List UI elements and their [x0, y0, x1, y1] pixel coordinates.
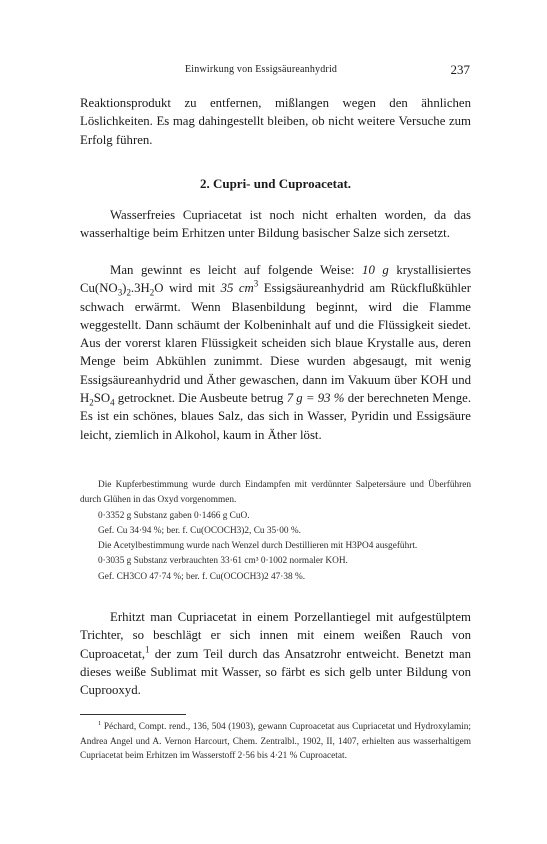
note-acetyl-method: Die Acetylbestimmung wurde nach Wenzel durch Destillieren mit H3PO4 ausgeführt.: [98, 541, 418, 552]
p2-sup-3: 3: [253, 279, 259, 290]
note-acetyl-result: Gef. CH3CO 47·74 %; ber. f. Cu(OCOCH3)2 47·38 %.: [98, 571, 306, 582]
p2-part-i: der berechneten Menge. Es ist ein schönes, blaues Salz, das sich in Wasser, Pyridin und Essigsäure leicht, ziemlich in Alkohol, kaum in Äther löst.: [80, 391, 472, 442]
p2-part-b: krystallisiertes Cu(NO: [80, 263, 471, 296]
footnote-text: [80, 720, 471, 764]
p3-part-b: der zum Teil durch das Ansatzrohr entweicht. Benetzt man dieses weiße Sublimat mit Wasser, so färbt es sich gelb unter Bildung von Cuprooxyd.: [80, 646, 471, 698]
note-copper-sample: 0·3352 g Substanz gaben 0·1466 g CuO.: [98, 510, 250, 521]
paragraph-3-text: [80, 608, 471, 699]
analysis-notes: [80, 478, 471, 585]
p2-part-d: .3H: [130, 281, 150, 296]
page-number: 237: [450, 62, 470, 77]
footnote-reference: 1: [145, 644, 150, 655]
top-paragraph-text: Reaktionsprodukt zu entfernen, mißlangen wegen den ähnlichen Löslichkeiten. Es mag dahingestellt bleiben, ob nicht weitere Versuche zum Erfolg führen.: [80, 96, 471, 147]
p2-mass: 10 g: [362, 263, 389, 277]
paragraph-1-text: Wasserfreies Cupriacetat ist noch nicht erhalten worden, da das wasserhaltige beim Erhitzen unter Bildung basischer Salze sich zersetzt.: [80, 208, 471, 241]
note-copper-result: Gef. Cu 34·94 %; ber. f. Cu(OCOCH3)2, Cu 35·00 %.: [98, 525, 301, 536]
note-acetyl-sample: 0·3035 g Substanz verbrauchten 33·61 cm³ 0·1002 normaler KOH.: [98, 556, 348, 567]
p2-sub-4: 4: [110, 397, 115, 408]
footnote: [80, 720, 471, 764]
section-heading: 2. Cupri- und Cuproacetat.: [199, 176, 352, 191]
footnote-rule: [80, 714, 186, 715]
p2-part-g: SO: [93, 391, 111, 406]
p2-yield: 7 g = 93 %: [286, 391, 345, 406]
p2-volume: 35 cm: [220, 281, 254, 296]
p2-sub-3: 3: [117, 287, 123, 298]
p2-sub-2c: 2: [89, 397, 94, 408]
footnote-body: Péchard, Compt. rend., 136, 504 (1903), gewann Cuproacetat aus Cupriacetat und Hydroxylamin; Andrea Angel und A. Vernon Harcourt, Chem. Zentralbl., 1902, II, 1407, erhielten aus wasserhaltigem Cupriacetat beim Erhitzen im Wasserstoff 2·56 bis 4·21 % Cuproacetat.: [80, 722, 471, 762]
p2-sub-2a: 2: [126, 287, 131, 298]
note-copper-method: Die Kupferbestimmung wurde durch Eindampfen mit verdünnter Salpetersäure und Überführen durch Glühen in das Oxyd vorgenommen.: [80, 480, 471, 506]
p2-part-f: Essigsäureanhydrid am Rückflußkühler schwach erwärmt. Wenn Blasenbildung beginnt, wird die Flamme weggestellt. Dann schäumt der Kolbeninhalt auf und die Flüssigkeit siedet. Aus der vorerst klaren Flüssigkeit scheiden sich blaue Krystalle aus, deren Menge beim Abkühlen zunimmt. Diese wurden abgesaugt, mit wenig Essigsäureanhydrid und Äther gewaschen, dann im Vakuum über KOH und H: [80, 281, 471, 406]
top-paragraph: [80, 94, 471, 149]
body-paragraph-1: [80, 206, 471, 243]
p2-part-h: getrocknet. Die Ausbeute betrug: [114, 391, 287, 406]
p2-part-a: Man gewinnt es leicht auf folgende Weise:: [110, 263, 363, 277]
p2-part-c: ): [122, 281, 127, 296]
footnote-marker: 1: [98, 719, 102, 727]
body-paragraph-3: [80, 608, 471, 699]
p3-part-a: Erhitzt man Cupriacetat in einem Porzellantiegel mit aufgestülptem Trichter, so beschlägt er sich innen mit einem weißen Rauch von Cuproacetat,: [80, 610, 471, 661]
body-paragraph-2: [80, 261, 471, 444]
running-header: [80, 62, 470, 80]
p2-sub-2b: 2: [149, 287, 155, 298]
running-title: Einwirkung von Essigsäureanhydrid: [185, 64, 338, 75]
paragraph-2-text: [80, 261, 471, 444]
p2-part-e: O wird mit: [154, 281, 221, 296]
